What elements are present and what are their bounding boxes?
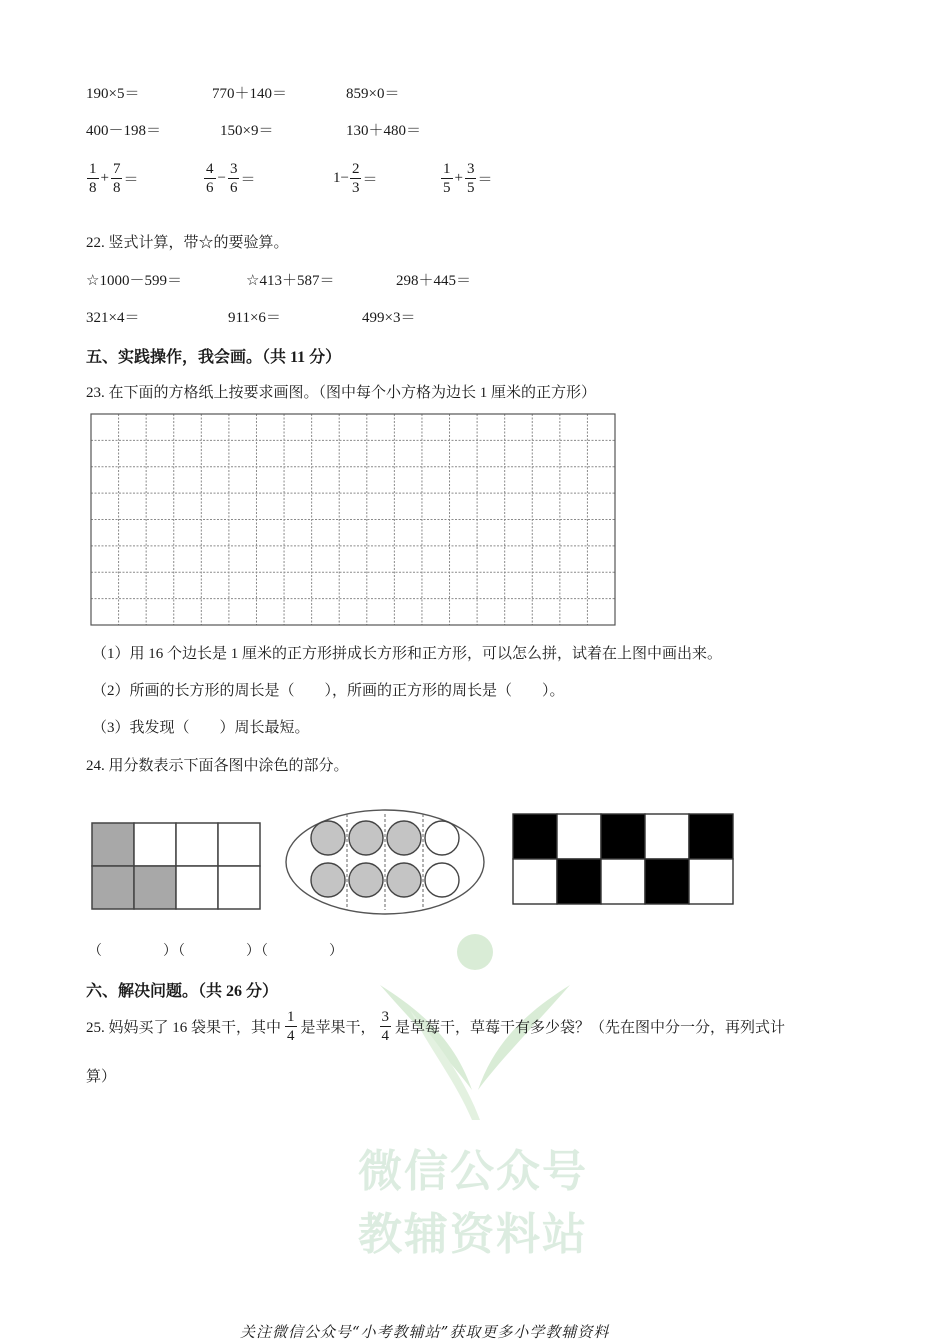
q25-fraction-2: 3 4 [381,1009,390,1044]
q24-figure-ellipse [284,808,486,916]
calc-1-3: 859×0＝ [346,86,400,102]
q24-answer-blanks[interactable]: （ ）（ ）（ ） [88,944,344,959]
blank-cell [218,866,260,909]
q25-post: 是草莓干，草莓干有多少袋？（先在图中分一分，再列式计 [395,1020,786,1036]
watermark-line1: 微信公众号 [358,1146,588,1197]
graph-paper-grid[interactable] [90,413,617,627]
shaded-circle [387,821,421,855]
shaded-cell [645,859,689,904]
blank-cell [645,814,689,859]
q24-figure-checker [512,812,736,908]
shaded-cell [601,814,645,859]
q22-calc-2-1: 321×4＝ [86,310,140,326]
q22-calc-1-1: ☆1000－599＝ [86,273,182,289]
q25-fraction-1: 1 4 [287,1009,295,1044]
shaded-circle [387,863,421,897]
blank-circle [425,821,459,855]
calc-2-1: 400－198＝ [86,123,162,139]
q25-line2: 算） [86,1069,117,1085]
q22-calc-1-2: ☆413＋587＝ [246,273,335,289]
blank-cell [689,859,733,904]
shaded-cell [134,866,176,909]
shaded-circle [349,821,383,855]
q22-title: 22. 竖式计算，带☆的要验算。 [86,235,289,251]
blank-cell [513,859,557,904]
q25-mid: 是苹果干， [300,1020,376,1036]
blank-cell [601,859,645,904]
blank-circle [425,863,459,897]
calc-2-3: 130＋480＝ [346,123,422,139]
watermark-line2: 教辅资料站 [358,1209,588,1260]
q24-figure-rectangle [90,820,262,912]
blank-cell [176,823,218,866]
blank-cell [557,814,601,859]
q24-title: 24. 用分数表示下面各图中涂色的部分。 [86,758,349,774]
page-footer: 关注微信公众号“小考教辅站”获取更多小学教辅资料 [240,1323,610,1341]
shaded-cell [92,823,134,866]
blank-cell [218,823,260,866]
shaded-cell [92,866,134,909]
fraction-expr-4: 1 5 + $\frac{3}{5}$ ＝ [443,161,493,196]
fraction-expr-3: 1− $\frac{2}{3}$ ＝ [333,161,378,196]
q23-part-3: （3）我发现（ ）周长最短。 [92,720,310,736]
fraction-expr-1: 1 8 + $\frac{7}{8}$ ＝ [89,161,139,196]
calc-1-1: 190×5＝ [86,86,140,102]
q23-part-2: （2）所画的长方形的周长是（ ），所画的正方形的周长是（ ）。 [92,683,565,699]
shaded-cell [689,814,733,859]
calc-1-2: 770＋140＝ [212,86,288,102]
q22-calc-2-3: 499×3＝ [362,310,416,326]
section6-heading: 六、解决问题。（共 26 分） [86,983,279,1000]
shaded-cell [513,814,557,859]
shaded-circle [349,863,383,897]
shaded-cell [557,859,601,904]
q25-text [86,1008,785,1045]
section5-heading: 五、实践操作，我会画。（共 11 分） [86,349,342,366]
fraction-expr-2: 4 6 − $\frac{3}{6}$ ＝ [206,161,256,196]
calc-2-2: 150×9＝ [220,123,274,139]
shaded-circle [311,821,345,855]
blank-cell [134,823,176,866]
q22-calc-1-3: 298＋445＝ [396,273,472,289]
shaded-circle [311,863,345,897]
q22-calc-2-2: 911×6＝ [228,310,281,326]
q23-title: 23. 在下面的方格纸上按要求画图。（图中每个小方格为边长 1 厘米的正方形） [86,385,597,401]
blank-cell [176,866,218,909]
q25-pre: 25. 妈妈买了 16 袋果干，其中 [86,1020,282,1036]
q23-part-1: （1）用 16 个边长是 1 厘米的正方形拼成长方形和正方形，可以怎么拼，试着在上图中画出来。 [92,646,723,662]
